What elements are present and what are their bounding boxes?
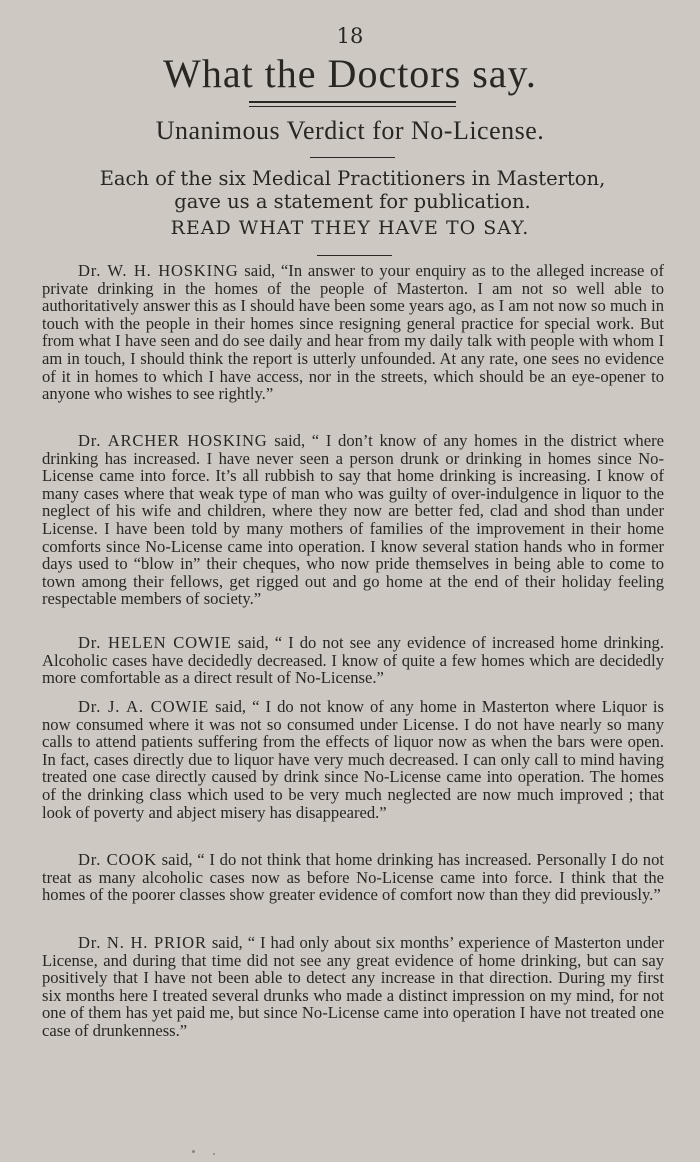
page-title: What the Doctors say. <box>163 51 537 96</box>
doctor-name: Dr. HELEN COWIE <box>78 633 232 652</box>
page-number: 18 <box>336 24 364 48</box>
doctor-name: Dr. J. A. COWIE <box>78 697 210 716</box>
paper-speck <box>213 1153 215 1155</box>
statement-cowie-ja <box>42 698 664 821</box>
statement-hosking-archer <box>42 432 664 608</box>
statement-text: said, “ I do not think that home drinking has increased. Personally I do not treat as many alcoholic cases now as before No-License came into force. I think that the homes of the poorer classes show greater evidence of comfort now than they did previously.” <box>42 850 664 905</box>
doctor-name: Dr. COOK <box>78 850 157 869</box>
statement-text: said, “In answer to your enquiry as to the alleged increase of private drinking in the homes of the people of Masterton. I am not so well able to authoritatively answer this as I should have been some years ago, as I am not now so much in touch with the people in their homes since resigning general practice for special work. But from what I have seen and do see daily and hear from my daily talk with people with whom I am in touch, I should think the report is utterly unfounded. At any rate, one sees no evidence of it in homes to which I have access, nor in the streets, which should be an eye-opener to anyone who wishes to see rightly.” <box>42 261 664 404</box>
paper-speck <box>192 1150 195 1153</box>
page-subtitle: Unanimous Verdict for No-License. <box>155 116 545 145</box>
subtitle-rule <box>310 157 395 158</box>
doctor-name: Dr. W. H. HOSKING <box>78 261 239 280</box>
statement-text: said, “ I had only about six months’ experience of Masterton under License, and during that time did not see any great evidence of home drinking, but can say positively that I have not been able to detect any increase in that direction. During my first six months here I treated several drunks who made a distinct impression on my mind, for not one of them has yet paid me, but since No-License came into operation I have not treated one case of drunkenness.” <box>42 933 665 1040</box>
statement-cowie-helen <box>42 634 664 687</box>
statement-cook <box>42 851 664 904</box>
statement-text: said, “ I don’t know of any homes in the district where drinking has increased. I have never seen a person drunk or drinking in homes since No-License came into force. It’s all rubbish to say that home drinking is increasing. I know of many cases where that weak type of man who was guilty of over-indulgence in liquor to the neglect of his wife and children, where they now are better fed, clad and shod than under License. I have been told by many mothers of families of the improvement in their home comforts since No-License came into operation. I know several station hands who in former days used to “blow in” their cheques, who now pride themselves in being able to come to town among their fellows, get rigged out and go home at the end of their holiday feeling respectable members of society.” <box>42 431 664 609</box>
intro-statement: Each of the six Medical Practitioners in Masterton, gave us a statement for publication. <box>99 167 606 213</box>
statement-text: said, “ I do not see any evidence of increased home drinking. Alcoholic cases have decidedly decreased. I know of quite a few homes which are decidedly more comfortable as a direct result of No-License.” <box>42 633 664 688</box>
statement-prior <box>42 934 664 1040</box>
read-heading: READ WHAT THEY HAVE TO SAY. <box>170 217 530 239</box>
heading-rule <box>317 255 392 256</box>
statement-hosking-wh <box>42 262 664 403</box>
statement-text: said, “ I do not know of any home in Masterton where Liquor is now consumed where it was not so consumed under License. I do not have nearly so many calls to attend patients suffering from the effects of liquor now as when the bars were open. In fact, cases directly due to liquor have very much decreased. I can only call to mind having treated one case directly caused by drink since No-License came into operation. The homes of the drinking class which used to be very much neglected are now much improved ; that look of poverty and abject misery has disappeared.” <box>42 697 665 822</box>
title-double-rule <box>249 101 456 107</box>
doctor-name: Dr. N. H. PRIOR <box>78 933 207 952</box>
doctor-name: Dr. ARCHER HOSKING <box>78 431 268 450</box>
